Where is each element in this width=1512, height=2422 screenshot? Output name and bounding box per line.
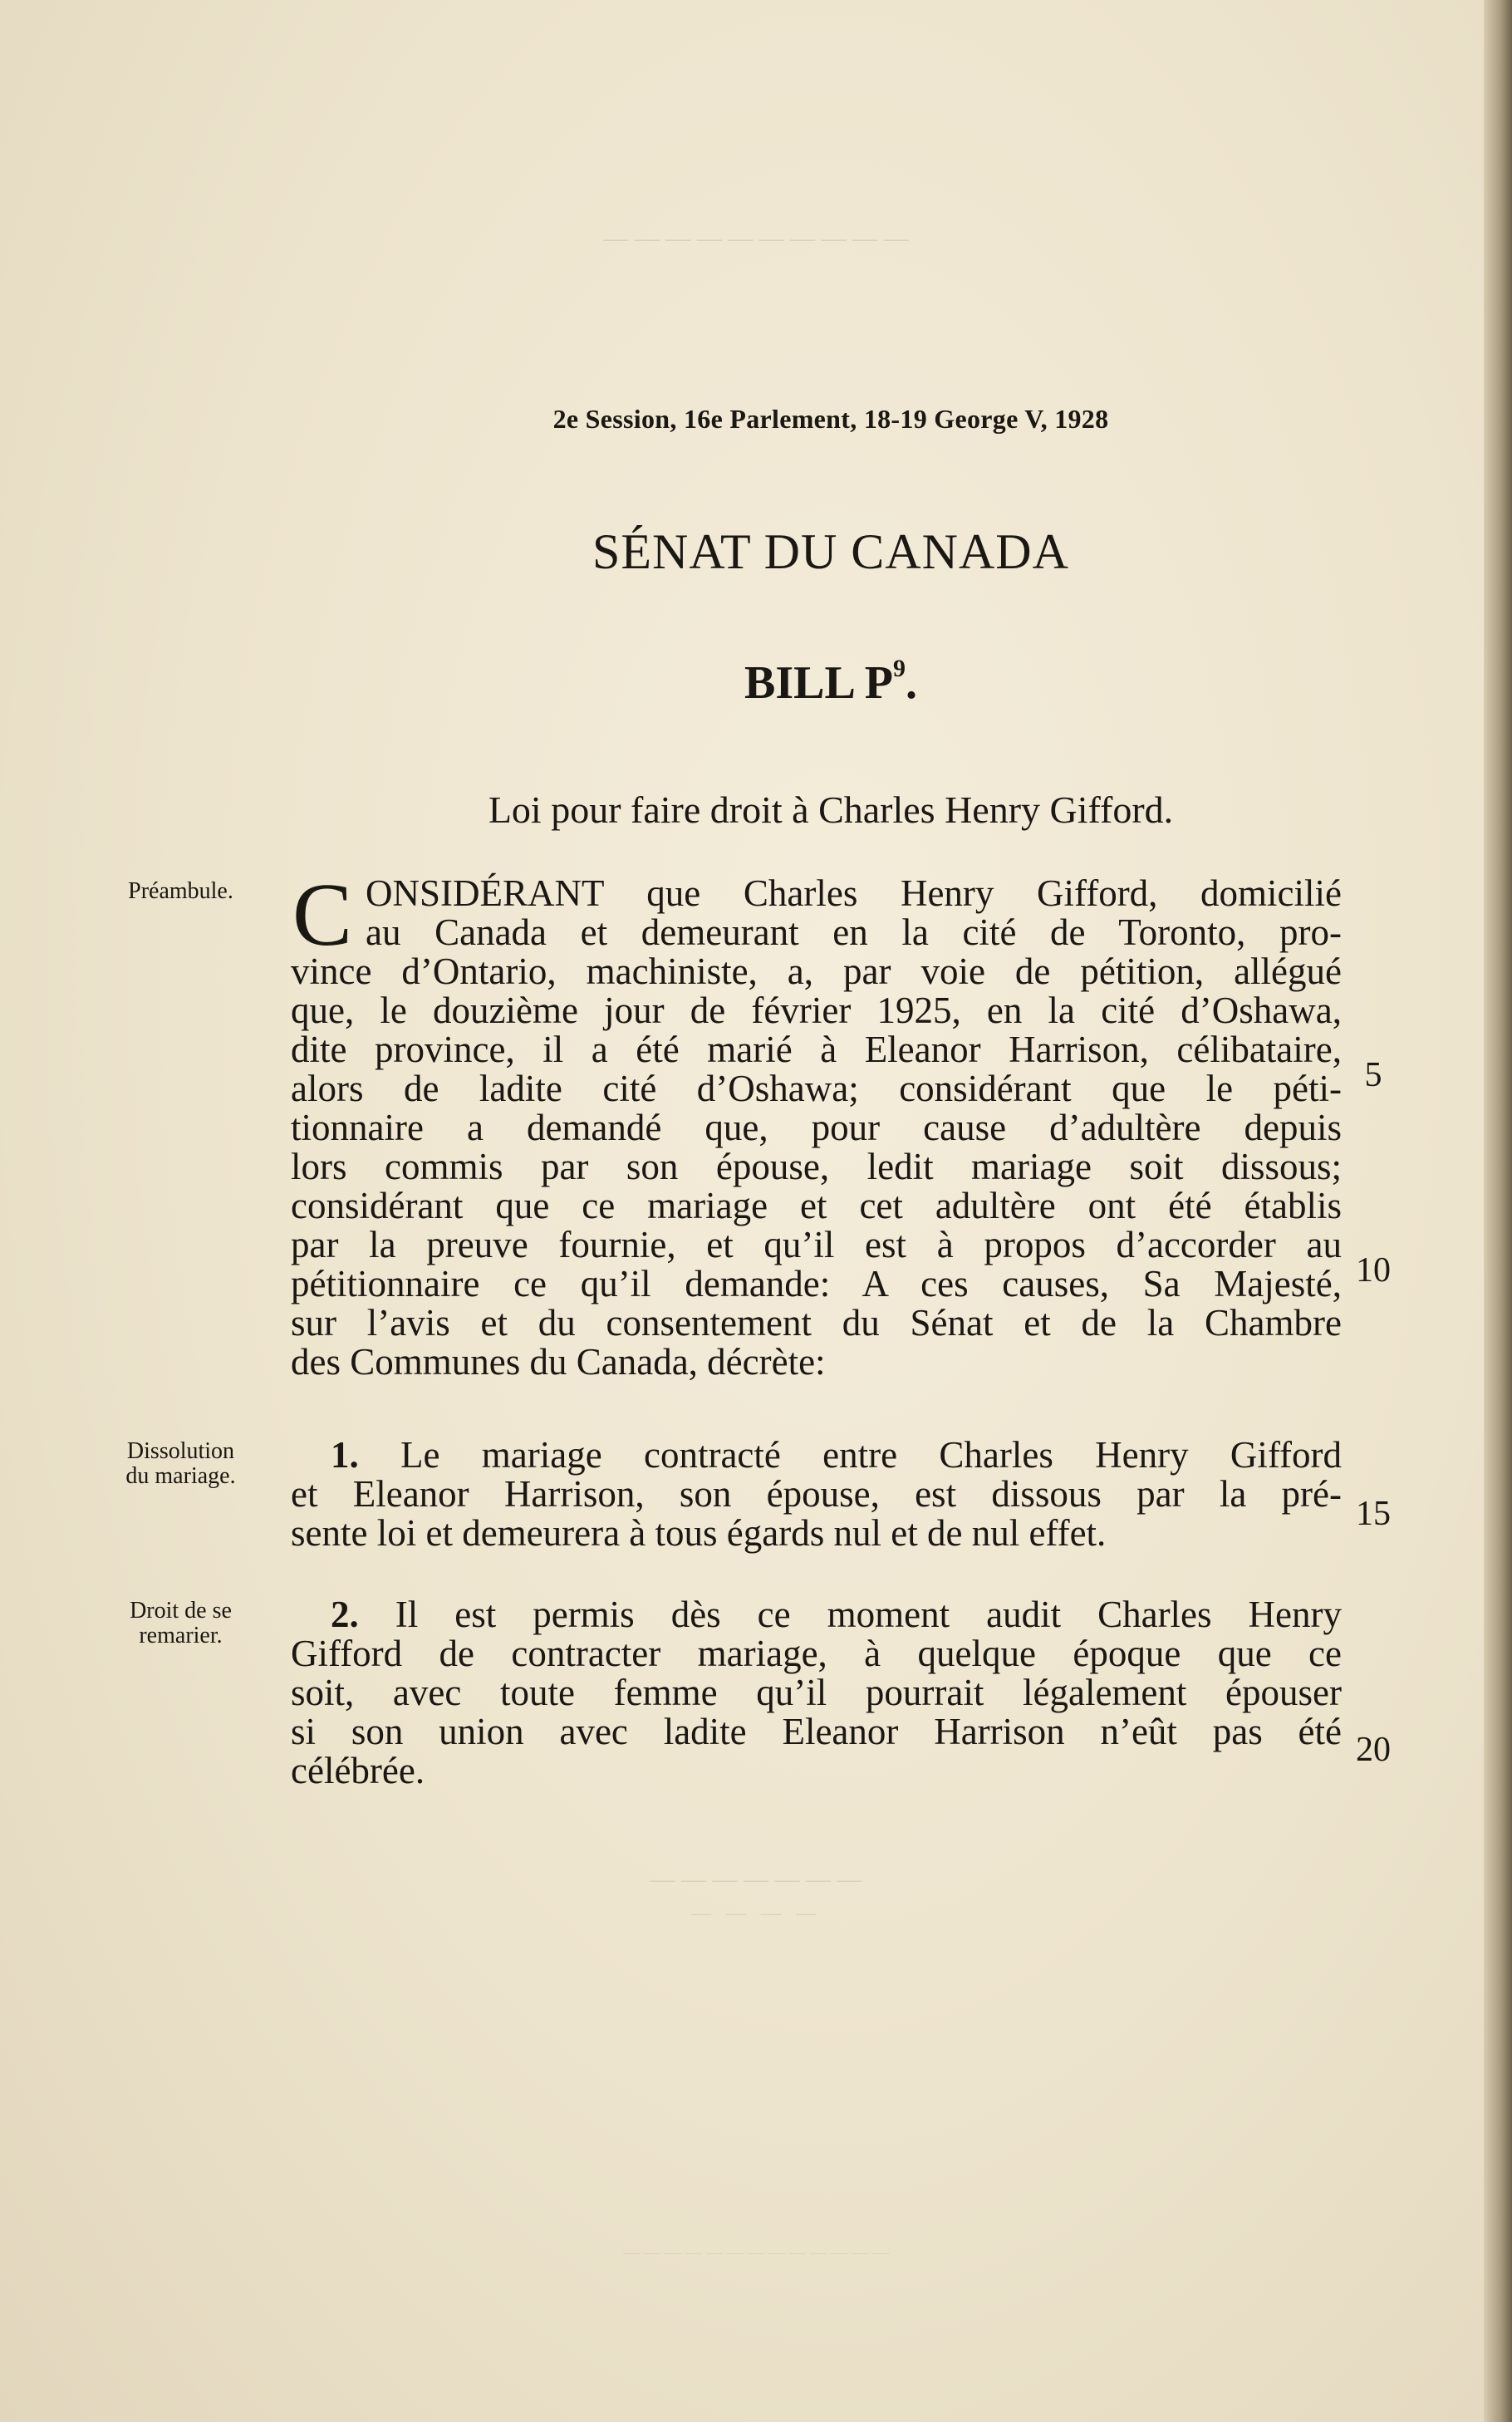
text-line: des Communes du Canada, décrète: bbox=[291, 1341, 826, 1383]
bleed-through-mark: — — — — — — — — — — — — — bbox=[623, 2243, 889, 2262]
margin-note-text: du mariage. bbox=[125, 1463, 236, 1489]
text-span: Il est permis dès ce moment audit Charles Henry bbox=[395, 1594, 1342, 1635]
margin-note-text: Dissolution bbox=[126, 1438, 235, 1464]
bill-number bbox=[465, 655, 1196, 710]
margin-note-text: Préambule. bbox=[128, 878, 233, 904]
text-line: sur l’avis et du consentement du Sénat et de la Chambre bbox=[291, 1302, 1342, 1344]
text-line: ONSIDÉRANT que Charles Henry Gifford, domicilié bbox=[366, 872, 1342, 914]
margin-note-text: Droit de se bbox=[130, 1598, 232, 1624]
text-line: et Eleanor Harrison, son épouse, est dissous par la pré- bbox=[291, 1473, 1342, 1515]
senate-heading: SÉNAT DU CANADA bbox=[592, 524, 1069, 579]
text-line: si son union avec ladite Eleanor Harrison n’eût pas été bbox=[291, 1711, 1342, 1752]
page-binding-edge bbox=[1484, 0, 1512, 2422]
section-2-paragraph bbox=[291, 1595, 1342, 1791]
text-line: dite province, il a été marié à Eleanor Harrison, célibataire, bbox=[291, 1029, 1342, 1070]
preamble-paragraph bbox=[291, 866, 1342, 1383]
text-line: par la preuve fournie, et qu’il est à propos d’accorder au bbox=[291, 1224, 1342, 1265]
text-line bbox=[291, 1436, 1342, 1475]
bill-superscript: 9 bbox=[892, 655, 906, 682]
text-line: tionnaire a demandé que, pour cause d’adultère depuis bbox=[291, 1107, 1342, 1148]
bleed-through-mark: — — — — bbox=[691, 1903, 821, 1924]
line-number: 15 bbox=[1356, 1495, 1391, 1533]
bill-period: . bbox=[905, 657, 917, 709]
long-title: Loi pour faire droit à Charles Henry Gifford. bbox=[488, 789, 1174, 831]
margin-note-dissolution bbox=[91, 1439, 270, 1489]
text-line: lors commis par son épouse, ledit mariage soit dissous; bbox=[291, 1146, 1342, 1187]
text-line: vince d’Ontario, machiniste, a, par voie de pétition, allégué bbox=[291, 951, 1342, 992]
text-line: soit, avec toute femme qu’il pourrait légalement épouser bbox=[291, 1672, 1342, 1713]
line-number: 10 bbox=[1356, 1251, 1391, 1290]
session-line: 2e Session, 16e Parlement, 18-19 George V, 1928 bbox=[552, 404, 1109, 434]
line-number: 5 bbox=[1364, 1056, 1382, 1094]
bleed-through-mark: — — — — — — — — — — bbox=[603, 224, 909, 252]
text-line: que, le douzième jour de février 1925, en la cité d’Oshawa, bbox=[291, 990, 1342, 1031]
text-line: sente loi et demeurera à tous égards nul et de nul effet. bbox=[291, 1512, 1107, 1554]
bleed-through-mark: — — — — — — — bbox=[650, 1865, 862, 1893]
margin-note-remarry bbox=[91, 1599, 270, 1648]
text-line: Gifford de contracter mariage, à quelque époque que ce bbox=[291, 1633, 1342, 1674]
line-number: 20 bbox=[1356, 1731, 1391, 1769]
text-span: Le mariage contracté entre Charles Henry Gifford bbox=[400, 1434, 1343, 1476]
text-line bbox=[291, 1595, 1342, 1634]
margin-note-text: remarier. bbox=[139, 1623, 223, 1648]
text-line: au Canada et demeurant en la cité de Toronto, pro- bbox=[366, 911, 1342, 953]
text-line: célébrée. bbox=[291, 1750, 425, 1791]
section-1-paragraph bbox=[291, 1436, 1342, 1553]
text-line: alors de ladite cité d’Oshawa; considérant que le péti- bbox=[291, 1068, 1342, 1109]
drop-cap: C bbox=[292, 866, 353, 965]
section-number: 2. bbox=[331, 1594, 359, 1635]
bill-label: BILL P bbox=[744, 657, 893, 709]
text-line: pétitionnaire ce qu’il demande: A ces causes, Sa Majesté, bbox=[291, 1263, 1342, 1304]
text-line: considérant que ce mariage et cet adultère ont été établis bbox=[291, 1185, 1342, 1226]
margin-note-preamble bbox=[91, 879, 270, 904]
section-number: 1. bbox=[331, 1434, 359, 1476]
